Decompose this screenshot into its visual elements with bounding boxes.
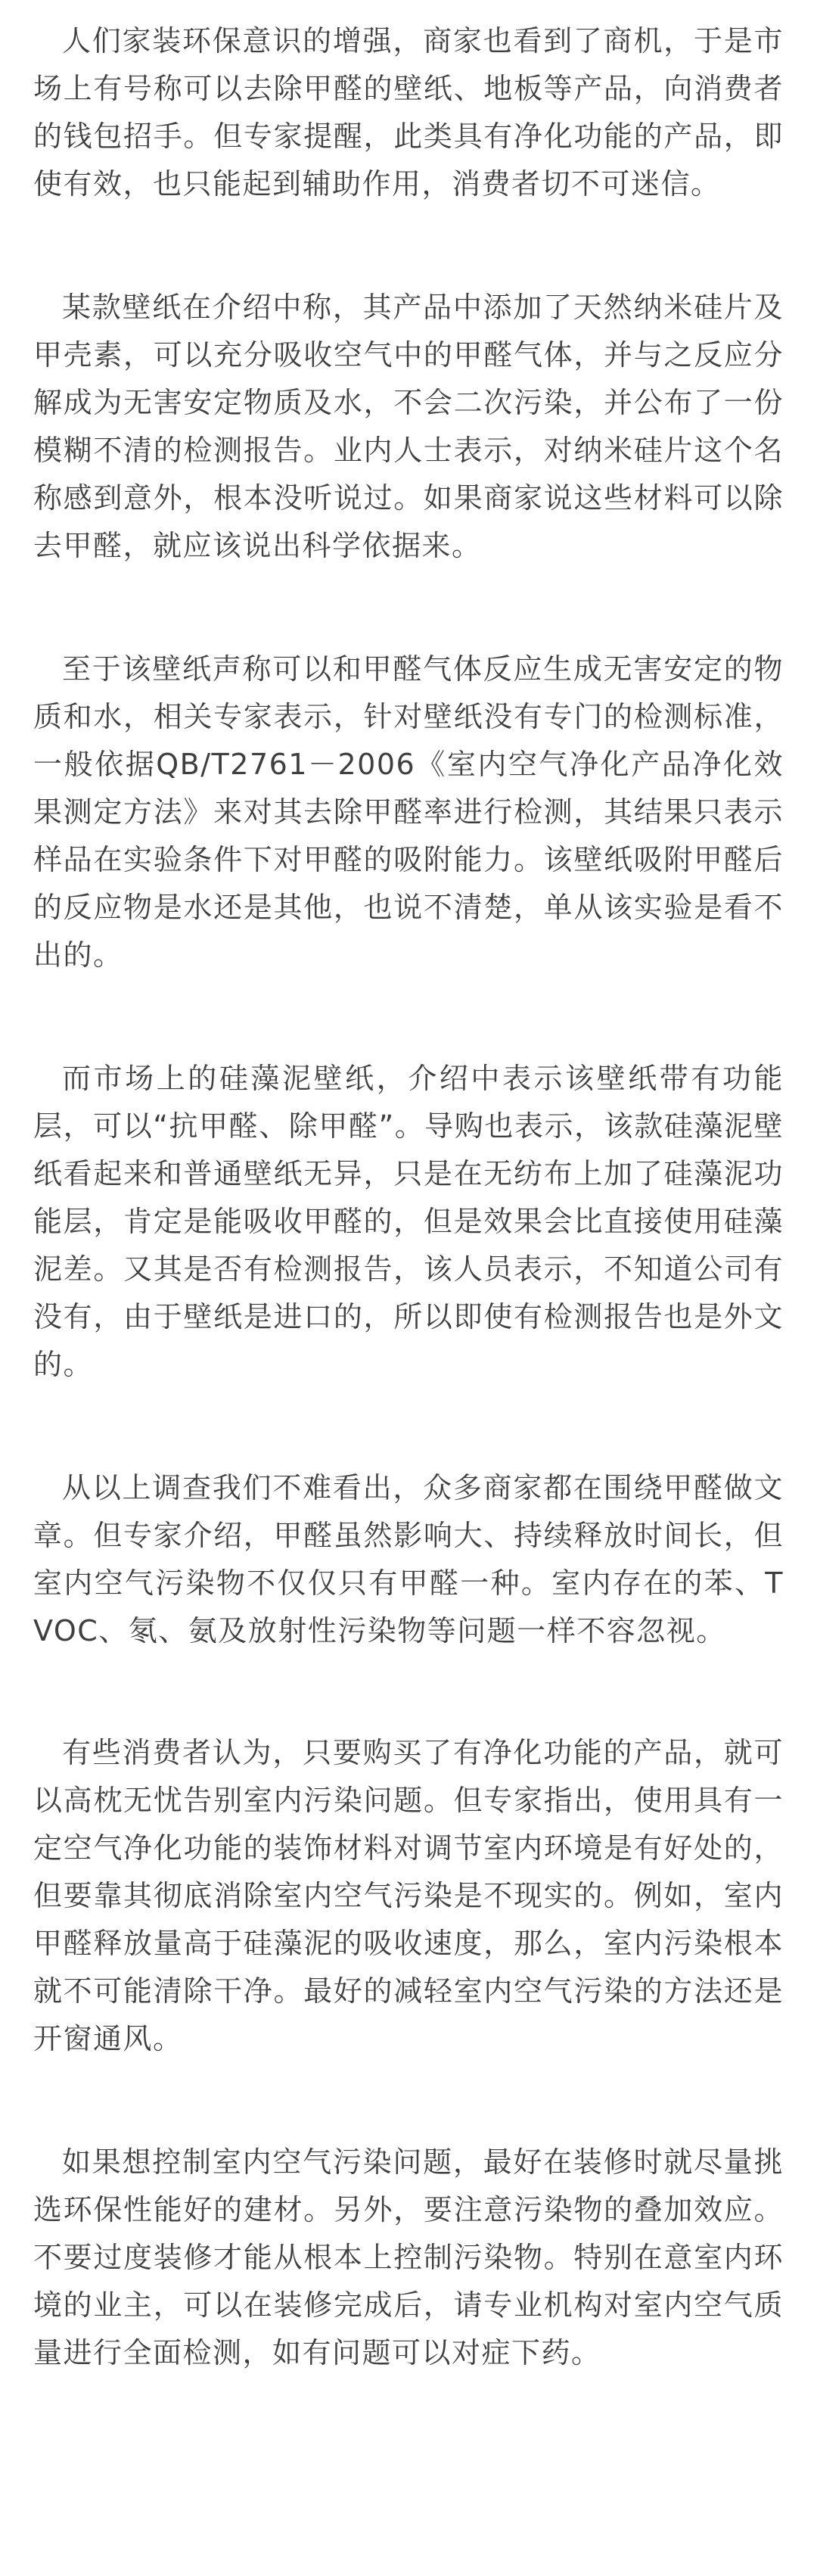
paragraph-7: 如果想控制室内空气污染问题，最好在装修时就尽量挑选环保性能好的建材。另外，要注意污染物的叠加效应。不要过度装修才能从根本上控制污染物。特别在意室内环境的业主，可以在装修完成后，请专业机构对室内空气质量进行全面检测，如有问题可以对症下药。 [33, 2145, 784, 2369]
paragraph-2: 某款壁纸在介绍中称，其产品中添加了天然纳米硅片及甲壳素，可以充分吸收空气中的甲醛气体，并与之反应分解成为无害安定物质及水，不会二次污染，并公布了一份模糊不清的检测报告。业内人士表示，对纳米硅片这个名称感到意外，根本没听说过。如果商家说这些材料可以除去甲醛，就应该说出科学依据来。 [33, 291, 784, 562]
paragraph-4: 而市场上的硅藻泥壁纸，介绍中表示该壁纸带有功能层，可以“抗甲醛、除甲醛”。导购也表示，该款硅藻泥壁纸看起来和普通壁纸无异，只是在无纺布上加了硅藻泥功能层，肯定是能吸收甲醛的，但是效果会比直接使用硅藻泥差。又其是否有检测报告，该人员表示，不知道公司有没有，由于壁纸是进口的，所以即使有检测报告也是外文的。 [33, 1062, 784, 1381]
paragraph-1: 人们家装环保意识的增强，商家也看到了商机，于是市场上有号称可以去除甲醛的壁纸、地板等产品，向消费者的钱包招手。但专家提醒，此类具有净化功能的产品，即使有效，也只能起到辅助作用，消费者切不可迷信。 [33, 24, 784, 201]
paragraph-5: 从以上调查我们不难看出，众多商家都在围绕甲醛做文章。但专家介绍，甲醛虽然影响大、持续释放时间长，但室内空气污染物不仅仅只有甲醛一种。室内存在的苯、TVOC、氡、氨及放射性污染物等问题一样不容忽视。 [33, 1471, 784, 1647]
paragraph-3: 至于该壁纸声称可以和甲醛气体反应生成无害安定的物质和水，相关专家表示，针对壁纸没有专门的检测标准，一般依据QB/T2761－2006《室内空气净化产品净化效果测定方法》来对其去除甲醛率进行检测，其结果只表示样品在实验条件下对甲醛的吸附能力。该壁纸吸附甲醛后的反应物是水还是其他，也说不清楚，单从该实验是看不出的。 [33, 652, 784, 972]
paragraph-6: 有些消费者认为，只要购买了有净化功能的产品，就可以高枕无忧告别室内污染问题。但专家指出，使用具有一定空气净化功能的装饰材料对调节室内环境是有好处的，但要靠其彻底消除室内空气污染是不现实的。例如，室内甲醛释放量高于硅藻泥的吸收速度，那么，室内污染根本就不可能清除干净。最好的减轻室内空气污染的方法还是开窗通风。 [33, 1736, 784, 2055]
article-body [0, 17, 817, 2377]
